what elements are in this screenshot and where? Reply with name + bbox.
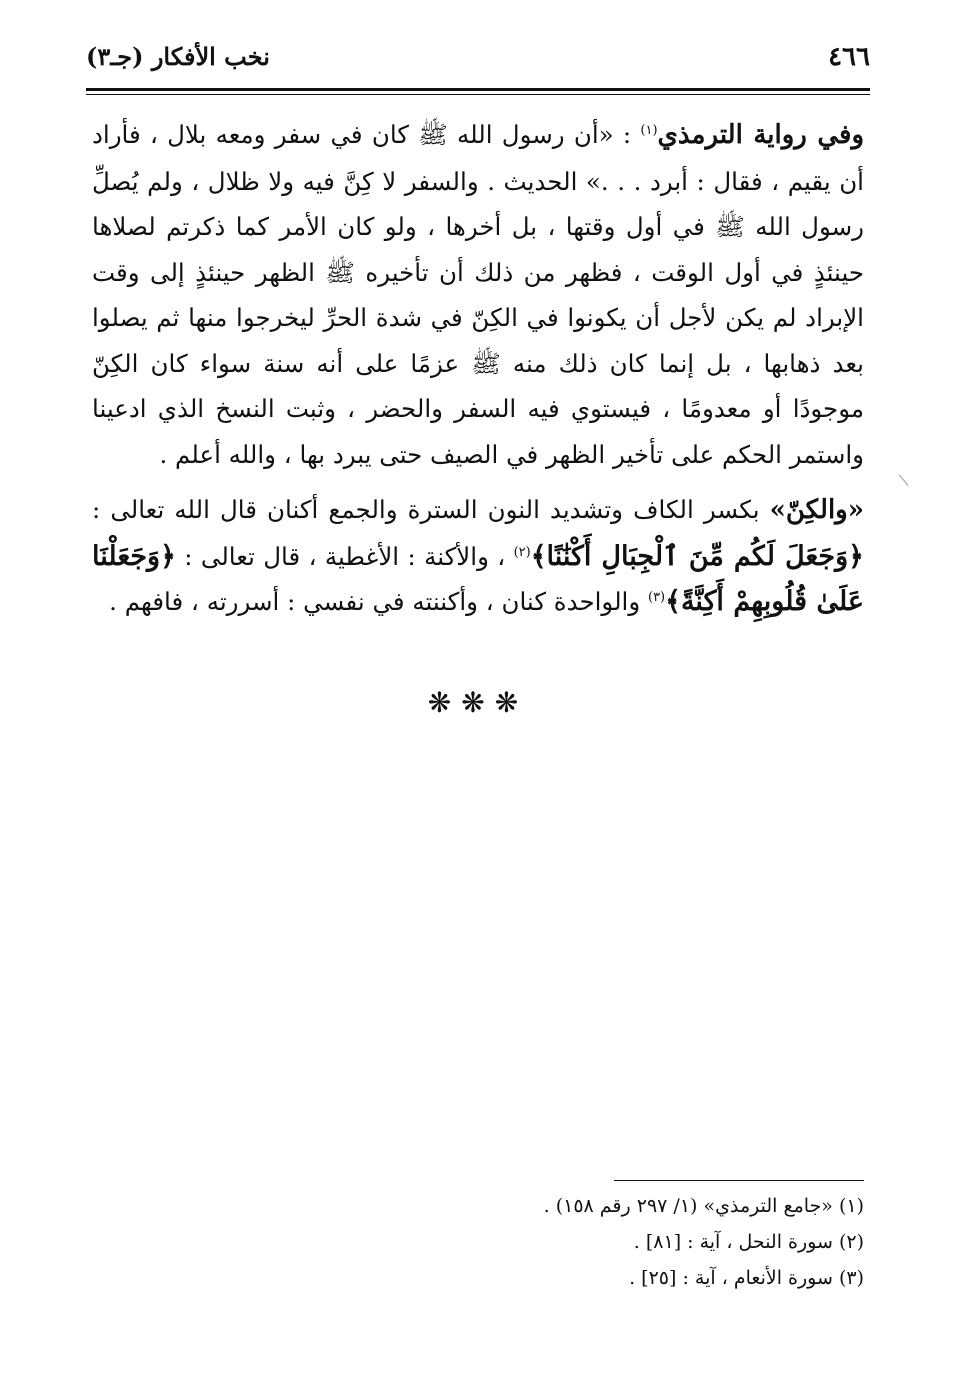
paragraph-tirmidhi — [92, 112, 864, 477]
header-rule-thick — [86, 88, 870, 91]
footnote-1: (١) «جامع الترمذي» (١/ ٢٩٧ رقم ١٥٨) . — [543, 1195, 864, 1217]
page-header — [86, 40, 870, 86]
header-rule-thin — [86, 94, 870, 95]
footnote-3: (٣) سورة الأنعام ، آية : [٢٥] . — [629, 1267, 864, 1289]
paragraph-text: : «أن رسول الله ﷺ كان في سفر ومعه بلال ، فأراد أن يقيم ، فقال : أبرد . . .» الحديث . والسفر لا كِنَّ فيه ولا ظلال ، ولم يُصلِّ رسول الله ﷺ في أول وقتها ، بل أخرها ، ولو كان الأمر كما ذكرتم لصلاها حينئذٍ في أول الوقت ، فظهر من ذلك أن تأخيره ﷺ الظهر حينئذٍ إلى وقت الإبراد لم يكن لأجل أن يكونوا في الكِنّ في شدة الحرِّ ليخرجوا منها ثم يصلوا بعد ذهابها ، بل إنما كان ذلك منه ﷺ عزمًا على أنه سنة سواء كان الكِنّ موجودًا أو معدومًا ، فيستوي فيه السفر والحضر ، وثبت النسخ الذي ادعينا واستمر الحكم على تأخير الظهر في الصيف حتى يبرد بها ، والله أعلم . — [92, 120, 864, 469]
scan-mark — [899, 468, 916, 486]
footnote-2: (٢) سورة النحل ، آية : [٨١] . — [633, 1231, 864, 1253]
paragraph-text: ، والأكنة : الأغطية ، قال تعالى : — [184, 541, 506, 571]
quran-verse: ﴿وَجَعَلْنَا عَلَىٰ قُلُوبِهِمْ أَكِنَّةً﴾ — [92, 540, 864, 617]
paragraph-lead: «والكِنّ» — [769, 495, 864, 525]
main-text — [92, 112, 864, 625]
paragraph-lead: وفي رواية الترمذي — [657, 120, 864, 150]
footnote-ref-2: (٢) — [513, 544, 531, 560]
footnotes — [92, 1188, 864, 1296]
quran-verse: ﴿وَجَعَلَ لَكُم مِّنَ ٱلْجِبَالِ أَكْنَٰنًا﴾ — [530, 540, 864, 572]
paragraph-text: والواحدة كنان ، وأكننته في نفسي : أسررته ، فافهم . — [109, 587, 641, 616]
paragraph-text: بكسر الكاف وتشديد النون السترة والجمع أكنان قال الله تعالى : — [92, 495, 760, 524]
section-separator-stars: ❋❋❋ — [427, 686, 529, 719]
page-number: ٤٦٦ — [828, 42, 870, 72]
footnote-rule — [614, 1180, 864, 1181]
footnote-ref-3: (٣) — [647, 589, 666, 605]
paragraph-kinn — [92, 487, 864, 625]
running-title: نخب الأفكار (جـ٣) — [86, 42, 270, 71]
footnote-ref-1: (١) — [640, 122, 658, 138]
